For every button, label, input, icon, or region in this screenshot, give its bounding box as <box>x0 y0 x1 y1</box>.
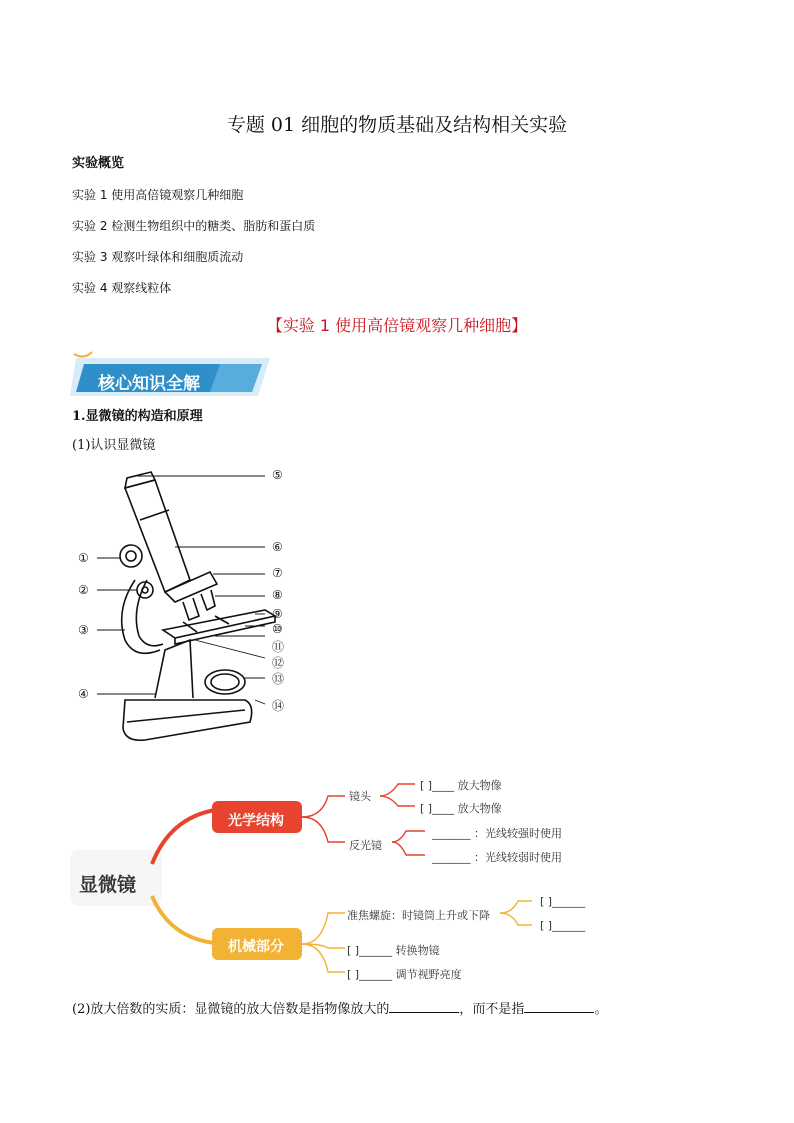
question-2-suffix: 。 <box>594 1002 608 1017</box>
mindmap-focus: 准焦螺旋：时镜筒上升或下降 <box>347 909 490 922</box>
banner-label: 核心知识全解 <box>98 374 200 394</box>
mindmap-focus-item: [ ]______ <box>540 919 586 932</box>
answer-blank[interactable] <box>524 1000 594 1013</box>
mindmap-mirror-weak: _______ ：光线较弱时使用 <box>432 851 562 864</box>
sub-heading: (1)认识显微镜 <box>72 438 156 453</box>
label-2: ② <box>78 583 89 597</box>
overview-item: 实验 1 使用高倍镜观察几种细胞 <box>72 188 244 202</box>
mindmap-mechanical: 机械部分 <box>228 939 284 955</box>
mindmap-mirror-strong: _______ ：光线较强时使用 <box>432 827 562 840</box>
mindmap-optical: 光学结构 <box>228 813 284 829</box>
question-2-prefix: (2)放大倍数的实质：显微镜的放大倍数是指物像放大的 <box>72 1002 390 1017</box>
mindmap-focus-item: [ ]______ <box>540 895 586 908</box>
check-icon <box>74 352 92 357</box>
label-1: ① <box>78 551 89 565</box>
mindmap-root: 显微镜 <box>79 874 137 896</box>
label-9: ⑨ <box>272 607 283 621</box>
mindmap-lens-item: [ ]____ 放大物像 <box>420 779 502 792</box>
overview-item: 实验 4 观察线粒体 <box>72 281 172 295</box>
label-4: ④ <box>78 687 89 701</box>
question-2 <box>72 998 607 1017</box>
mindmap-switch: [ ]______ 转换物镜 <box>347 944 440 957</box>
mindmap-mirror: 反光镜 <box>349 839 382 852</box>
label-7: ⑦ <box>272 566 283 580</box>
overview-heading: 实验概览 <box>72 156 125 171</box>
answer-blank[interactable] <box>389 1000 459 1013</box>
label-6: ⑥ <box>272 540 283 554</box>
overview-item: 实验 3 观察叶绿体和细胞质流动 <box>72 250 244 264</box>
label-10: ⑩ <box>272 622 283 636</box>
mindmap-lens: 镜头 <box>349 790 371 803</box>
mindmap-lens-item: [ ]____ 放大物像 <box>420 802 502 815</box>
mindmap-brightness: [ ]______ 调节视野亮度 <box>347 968 462 981</box>
label-13: ⑬ <box>272 672 285 686</box>
section-heading: 1.显微镜的构造和原理 <box>72 409 203 424</box>
label-12: ⑫ <box>272 656 285 670</box>
question-2-middle: ，而不是指 <box>459 1002 525 1017</box>
label-5: ⑤ <box>272 468 283 482</box>
label-11: ⑪ <box>272 640 285 654</box>
experiment-title: 【实验 1 使用高倍镜观察几种细胞】 <box>266 316 528 335</box>
label-3: ③ <box>78 623 89 637</box>
microscope-diagram <box>65 460 305 750</box>
overview-item: 实验 2 检测生物组织中的糖类、脂肪和蛋白质 <box>72 219 316 233</box>
label-8: ⑧ <box>272 588 283 602</box>
page-title: 专题 01 细胞的物质基础及结构相关实验 <box>226 114 568 136</box>
label-14: ⑭ <box>272 699 285 713</box>
